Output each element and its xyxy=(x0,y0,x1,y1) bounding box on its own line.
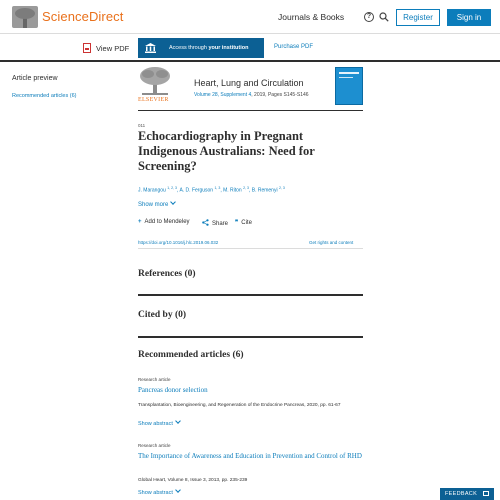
chevron-down-icon xyxy=(175,487,181,493)
chevron-down-icon xyxy=(171,199,177,205)
journal-pages: , 2019, Pages S145-S146 xyxy=(251,92,309,98)
pdf-icon[interactable] xyxy=(83,43,91,53)
author-link[interactable]: M. Riton xyxy=(223,187,242,194)
add-to-mendeley-button[interactable] xyxy=(138,219,190,225)
divider xyxy=(138,248,363,249)
recommended-article-source: Global Heart, Volume 8, Issue 3, 2013, pp. 235-239 xyxy=(138,478,248,483)
journal-title-link[interactable]: Heart, Lung and Circulation xyxy=(194,78,304,88)
purchase-pdf-link[interactable]: Purchase PDF xyxy=(274,44,314,50)
author-link[interactable]: A. D. Ferguson xyxy=(179,187,214,194)
quote-icon: ❞ xyxy=(235,220,239,226)
sciencedirect-brand[interactable]: ScienceDirect xyxy=(42,9,124,24)
author-list: J. Marangou $^{1, 2, 3}$, A. D. Ferguson $^{1, 3}$, M. Riton $^{2, 3}$, B. Remenyi $^{2, 3}$ xyxy=(138,186,285,194)
journal-volume-info xyxy=(194,92,309,98)
author-link[interactable]: J. Marangou xyxy=(138,187,166,194)
elsevier-tree-logo-icon[interactable] xyxy=(12,6,38,28)
show-abstract-label: Show abstract xyxy=(138,421,173,427)
sign-in-button[interactable]: Sign in xyxy=(447,9,491,26)
show-more-button[interactable] xyxy=(138,202,175,208)
add-to-mendeley-label: Add to Mendeley xyxy=(144,219,190,225)
share-label: Share xyxy=(212,221,229,227)
access-institution-button[interactable] xyxy=(138,38,264,58)
article-toolbar xyxy=(0,34,500,62)
author-affiliation-sup[interactable]: 2, 3 xyxy=(278,186,285,190)
references-heading[interactable]: References (0) xyxy=(138,269,196,279)
show-abstract-button[interactable] xyxy=(138,490,180,496)
recommended-articles-heading: Recommended articles (6) xyxy=(138,350,244,360)
journals-books-link[interactable]: Journals & Books xyxy=(278,12,345,22)
recommended-article-title-link[interactable]: The Importance of Awareness and Education in Prevention and Control of RHD xyxy=(138,452,362,460)
journal-cover-image[interactable] xyxy=(335,67,363,105)
cite-button[interactable] xyxy=(235,219,252,226)
article-type-label: Research article xyxy=(138,443,171,448)
institution-icon xyxy=(145,43,156,53)
author-affiliation-sup[interactable]: 2, 3 xyxy=(243,186,249,190)
chevron-down-icon xyxy=(175,418,181,424)
show-more-label: Show more xyxy=(138,202,169,208)
article-title: Echocardiography in Pregnant Indigenous Australians: Need for Screening? xyxy=(138,129,315,173)
plus-icon: + xyxy=(138,219,142,225)
section-divider xyxy=(138,294,363,296)
access-prefix: Access through xyxy=(169,45,209,51)
divider xyxy=(138,110,363,111)
article-code: 011 xyxy=(138,123,146,128)
search-icon[interactable] xyxy=(379,12,389,22)
help-icon[interactable]: ? xyxy=(364,12,374,22)
recommended-article-source: Transplantation, Bioengineering, and Regeneration of the Endocrine Pancreas, 2020, pp. 61-67 xyxy=(138,403,341,408)
feedback-label: FEEDBACK xyxy=(445,491,478,497)
access-institution-label xyxy=(169,38,248,58)
cited-by-heading[interactable]: Cited by (0) xyxy=(138,310,187,320)
author-affiliation-sup[interactable]: 1, 2, 3 xyxy=(167,186,177,190)
author-link[interactable]: B. Remenyi xyxy=(251,187,278,194)
article-preview-heading: Article preview xyxy=(12,75,58,82)
show-abstract-label: Show abstract xyxy=(138,490,173,496)
cite-label: Cite xyxy=(241,220,252,226)
recommended-article-title-link[interactable]: Pancreas donor selection xyxy=(138,386,208,394)
author-affiliation-sup[interactable]: 1, 3 xyxy=(214,186,221,190)
share-button[interactable] xyxy=(202,219,228,227)
top-header xyxy=(0,0,500,34)
volume-link[interactable]: Volume 28, Supplement 4 xyxy=(194,92,252,98)
feedback-icon xyxy=(483,491,489,496)
get-rights-link[interactable]: Get rights and content xyxy=(309,240,354,245)
article-type-label: Research article xyxy=(138,377,171,382)
recommended-articles-sidebar-link[interactable]: Recommended articles (6) xyxy=(12,93,77,99)
feedback-button[interactable] xyxy=(440,488,494,500)
section-divider xyxy=(138,336,363,338)
doi-link[interactable]: https://doi.org/10.1016/j.hlc.2019.06.032 xyxy=(138,240,219,245)
show-abstract-button[interactable] xyxy=(138,421,180,427)
share-icon xyxy=(202,219,209,226)
elsevier-wordmark[interactable]: ELSEVIER xyxy=(138,97,169,103)
access-bold: your institution xyxy=(208,45,249,51)
register-button[interactable]: Register xyxy=(396,9,440,26)
elsevier-tree-icon[interactable] xyxy=(138,66,172,96)
view-pdf-link[interactable]: View PDF xyxy=(96,44,130,53)
